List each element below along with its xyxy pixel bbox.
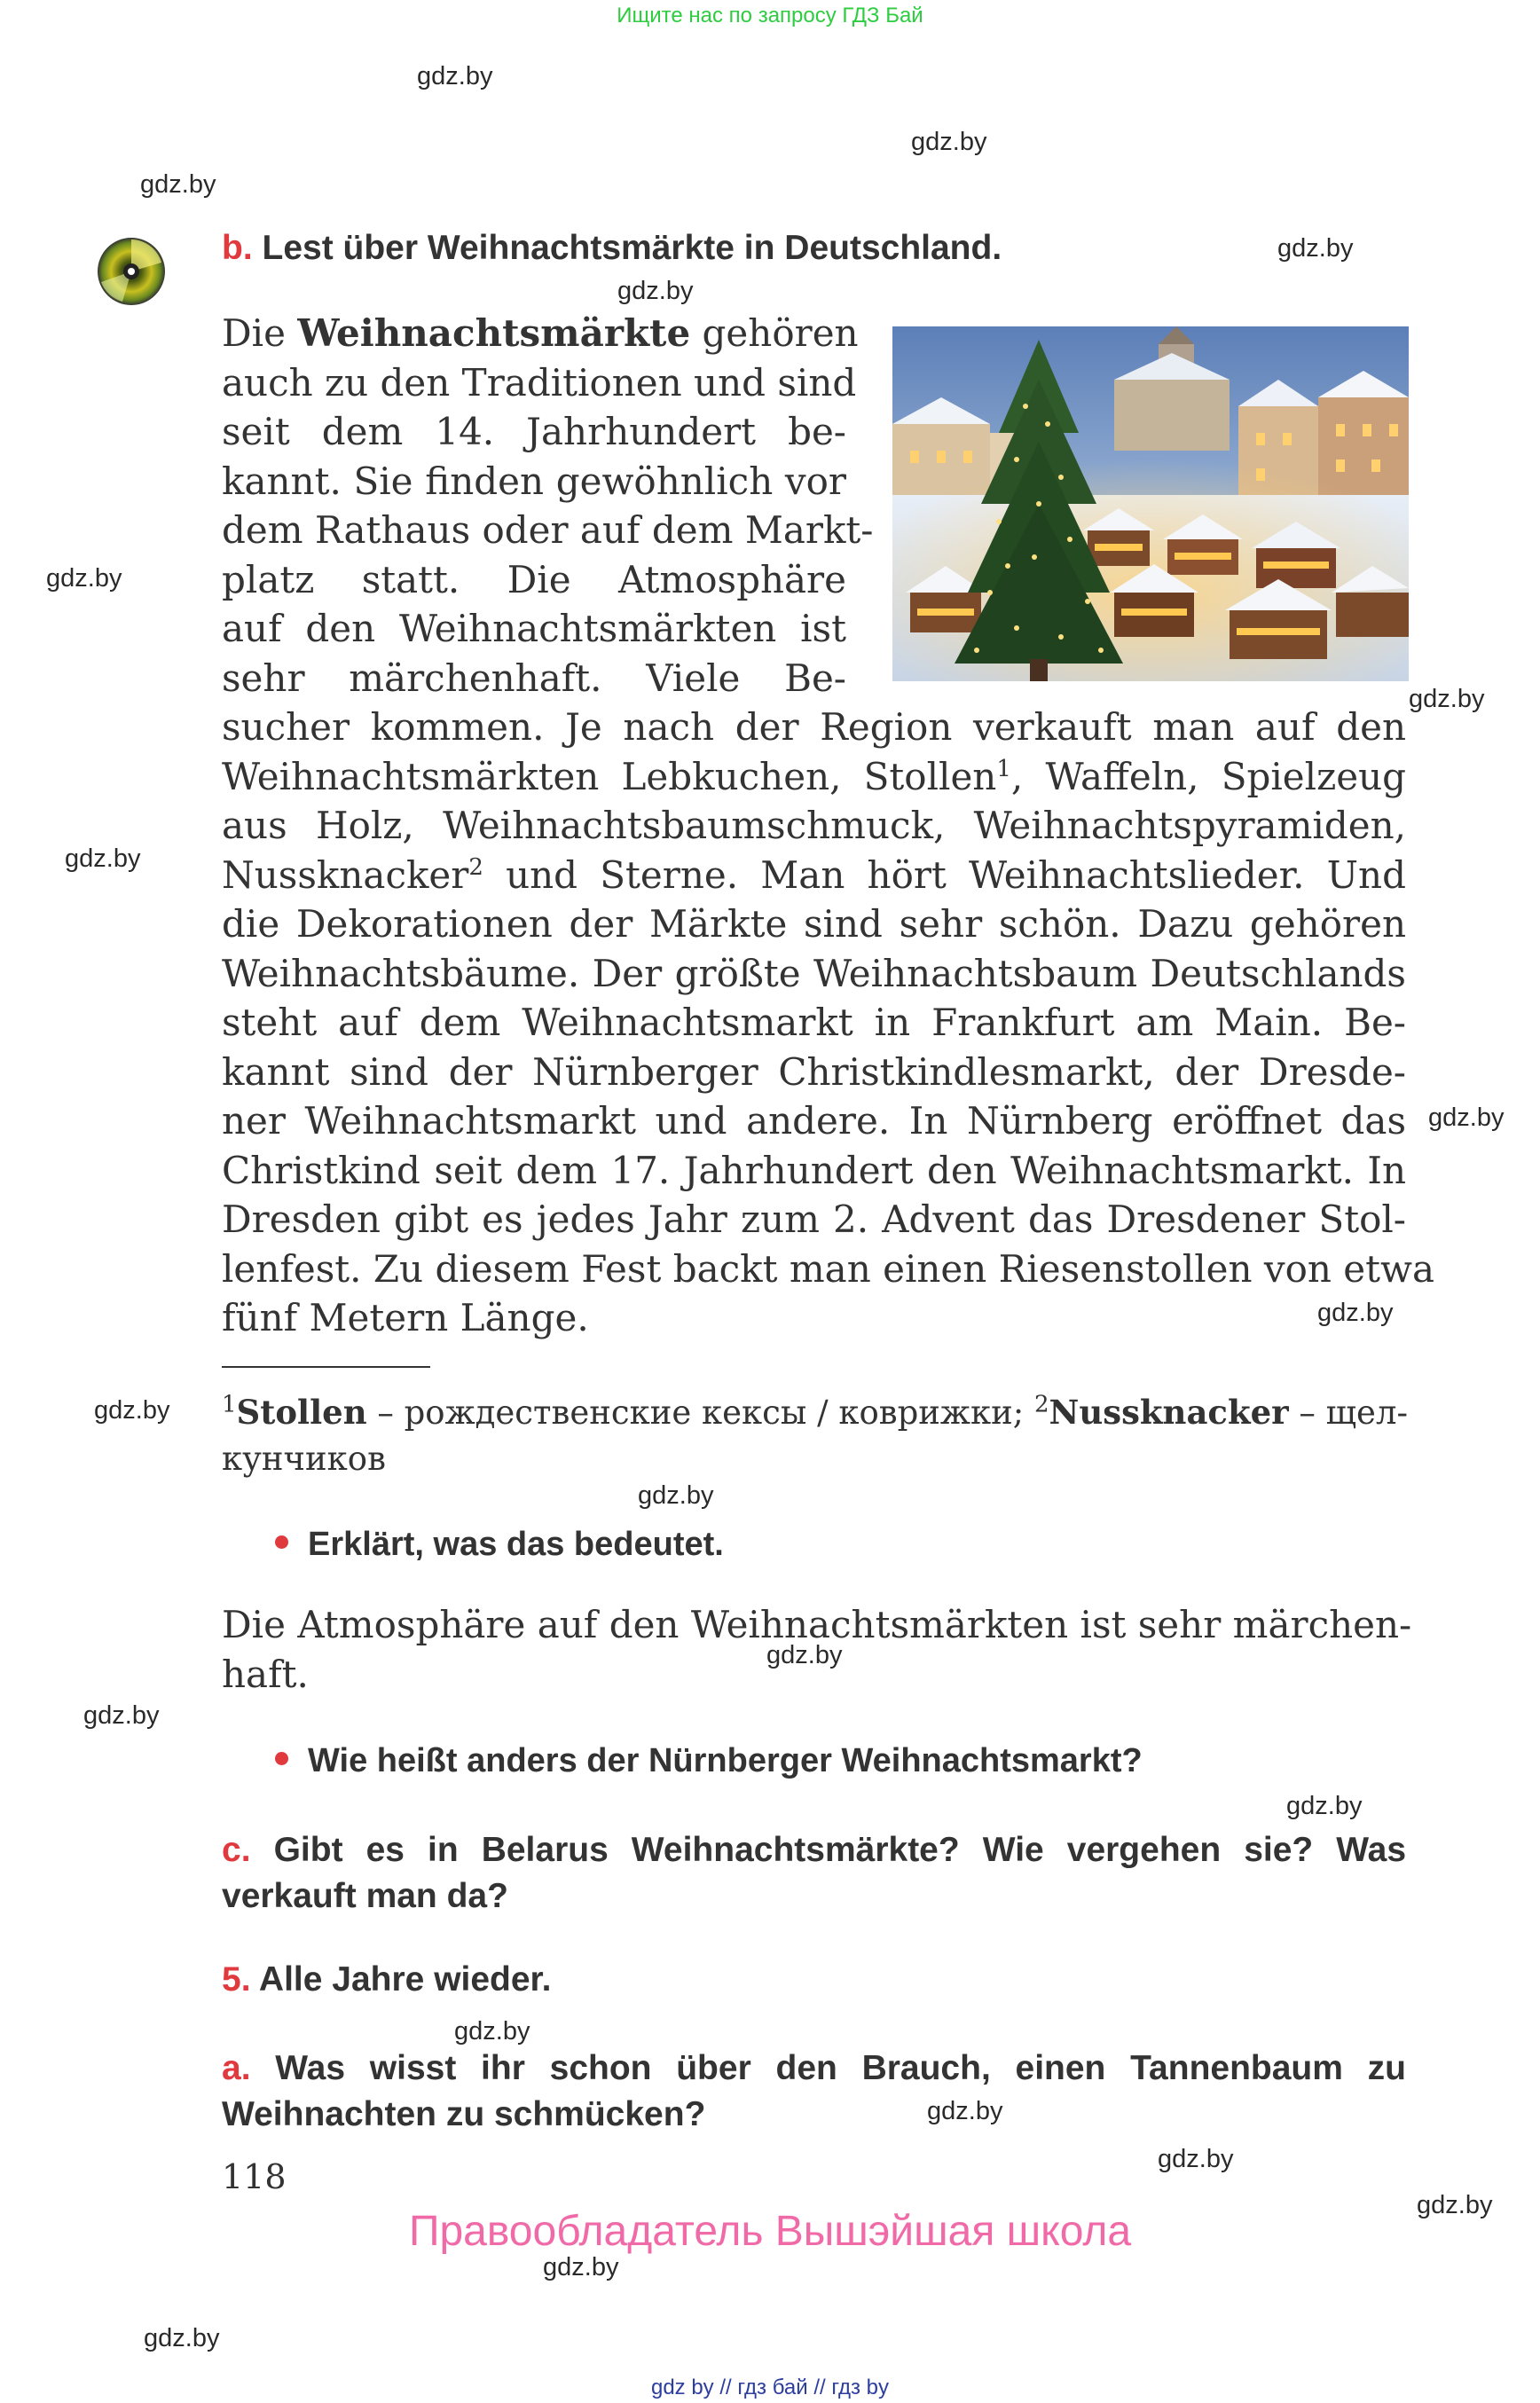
footnote-line: $^1$Stollen – рождественские кексы / коврижки; $^2$Nussknacker – щел-	[222, 1391, 1408, 1432]
text-line: seit dem 14. Jahrhundert be-	[222, 410, 846, 453]
task-title: Lest über Weihnachtsmärkte in Deutschland.	[262, 229, 1002, 267]
text-line: aus Holz, Weihnachtsbaumschmuck, Weihnachtspyramiden,	[222, 804, 1406, 847]
footnote	[222, 1389, 1406, 1482]
watermark: gdz.by	[1428, 1103, 1505, 1132]
footnote-ref: 2	[468, 853, 483, 881]
quote-text	[222, 1600, 1412, 1699]
text-line: fünf Metern Länge.	[222, 1296, 589, 1339]
watermark: gdz.by	[1409, 685, 1485, 713]
text-line: auf den Weihnachtsmärkten ist	[222, 607, 846, 650]
bullet-dot-icon	[275, 1535, 288, 1549]
task-5-heading: 5. Alle Jahre wieder.	[222, 1960, 552, 1999]
text-line: haft.	[222, 1652, 309, 1696]
article-text	[222, 309, 1435, 1343]
bullet-dot-icon	[275, 1752, 288, 1765]
text-line: Weihnachtsbäume. Der größte Weihnachtsbaum Deutschlands	[222, 951, 1406, 995]
footnote-line: кунчиков	[222, 1440, 386, 1478]
copyright-notice: Правообладатель Вышэйшая школа	[408, 2208, 1132, 2255]
text-line: lenfest. Zu diesem Fest backt man einen Riesenstollen von etwa	[222, 1246, 1435, 1291]
watermark: gdz.by	[617, 277, 694, 305]
task-c: c. Gibt es in Belarus Weihnachtsmärkte? Wie vergehen sie? Was verkauft man da?	[222, 1831, 1407, 1915]
watermark: gdz.by	[46, 564, 122, 593]
watermark: gdz.by	[1317, 1299, 1394, 1327]
task-letter: a.	[222, 2049, 251, 2087]
text-line: Dresden gibt es jedes Jahr zum 2. Advent das Dresdener Stol-	[222, 1198, 1406, 1241]
watermark: gdz.by	[83, 1701, 160, 1730]
watermark: gdz.by	[94, 1396, 170, 1425]
text-line: sucher kommen. Je nach der Region verkauft man auf den	[222, 705, 1406, 749]
text-line: kannt sind der Nürnberger Christkindlesmarkt, der Dresde-	[222, 1049, 1406, 1094]
text-line: Die Atmosphäre auf den Weihnachtsmärkten ist sehr märchen-	[222, 1603, 1412, 1646]
watermark: gdz.by	[927, 2097, 1003, 2125]
question-bullet: Wie heißt anders der Nürnberger Weihnachtsmarkt?	[275, 1742, 1143, 1780]
watermark: gdz.by	[417, 62, 493, 90]
text-line: steht auf dem Weihnachtsmarkt in Frankfurt am Main. Be-	[222, 1001, 1406, 1044]
watermark: gdz.by	[1158, 2145, 1234, 2173]
header-note: Ищите нас по запросу ГДЗ Бай	[617, 4, 923, 27]
watermark: gdz.by	[1277, 234, 1354, 263]
footer-links[interactable]: gdz by // гдз бай // гдз by	[650, 2376, 890, 2399]
text-line: auch zu den Traditionen und sind	[222, 360, 857, 404]
text-line: platz statt. Die Atmosphäre	[222, 557, 846, 601]
watermark: gdz.by	[911, 128, 987, 156]
text-line: Die Weihnachtsmärkte gehören	[222, 311, 859, 355]
watermark: gdz.by	[140, 170, 216, 199]
text-line: Weihnachtsmärkten Lebkuchen, Stollen$^1$, Waffeln, Spielzeug	[222, 754, 1406, 798]
bold-term: Weihnachtsmärkte	[297, 311, 691, 355]
watermark: gdz.by	[766, 1641, 843, 1669]
text-line: Nussknacker$^2$ und Sterne. Man hört Weihnachtslieder. Und	[222, 852, 1406, 897]
text-line: kannt. Sie finden gewöhnlich vor	[222, 459, 846, 503]
text-line: dem Rathaus oder auf dem Markt-	[222, 508, 874, 552]
task-number: 5.	[222, 1960, 251, 1999]
text-line: Christkind seit dem 17. Jahrhundert den Weihnachtsmarkt. In	[222, 1148, 1406, 1192]
task-5a: a. Was wisst ihr schon über den Brauch, einen Tannenbaum zu Weihnachten zu schmücken?	[222, 2049, 1406, 2133]
watermark: gdz.by	[454, 2017, 530, 2046]
text-line: die Dekorationen der Märkte sind sehr schön. Dazu gehören	[222, 902, 1406, 946]
watermark: gdz.by	[638, 1481, 714, 1510]
text-line: sehr märchenhaft. Viele Be-	[222, 656, 846, 700]
page-number: 118	[222, 2157, 287, 2196]
watermark: gdz.by	[65, 844, 141, 873]
footnote-divider	[222, 1366, 430, 1368]
task-b-heading	[222, 229, 1002, 268]
question-bullet: Erklärt, was das bedeutet.	[275, 1526, 724, 1564]
watermark: gdz.by	[144, 2324, 220, 2352]
watermark: gdz.by	[1417, 2191, 1493, 2219]
task-letter: b.	[222, 229, 253, 267]
watermark: gdz.by	[543, 2253, 619, 2281]
text-line: ner Weihnachtsmarkt und andere. In Nürnberg eröffnet das	[222, 1099, 1406, 1143]
watermark: gdz.by	[1286, 1792, 1363, 1820]
audio-cd-icon[interactable]	[96, 236, 167, 307]
task-letter: c.	[222, 1831, 251, 1869]
footnote-ref: 1	[996, 755, 1011, 782]
